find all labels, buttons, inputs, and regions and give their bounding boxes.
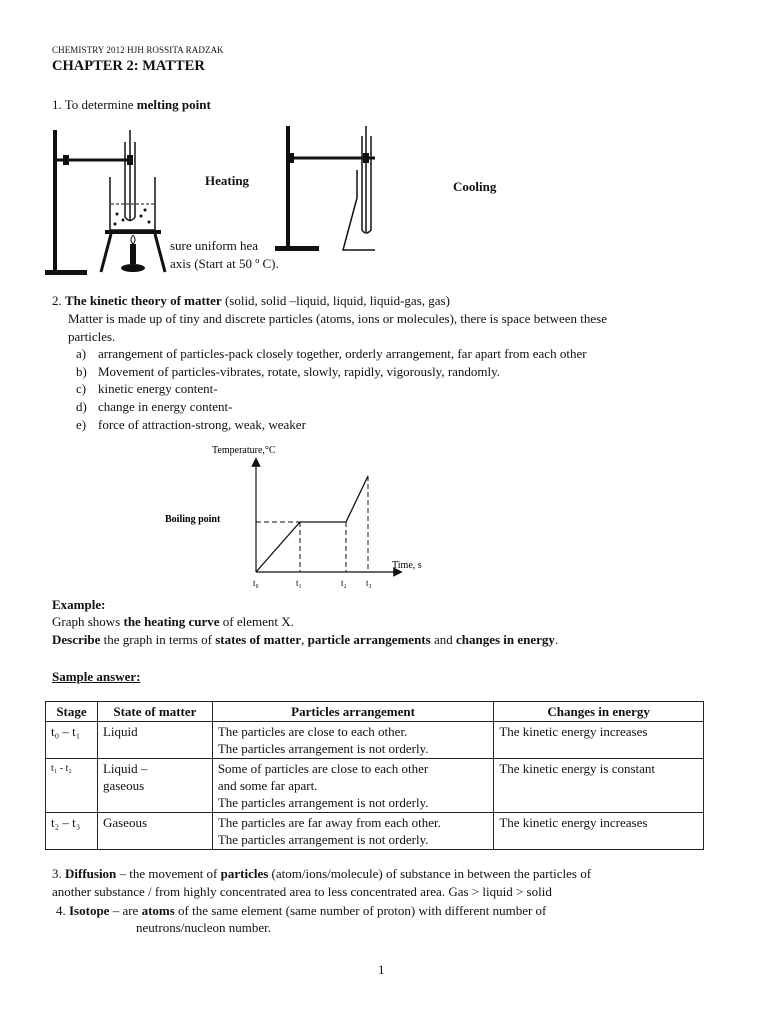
state-cell: Liquid – gaseous [97,759,212,813]
table-row [46,722,704,759]
stage-cell: t₁ - t₂ [46,759,98,813]
list-item: d) change in energy content- [76,399,233,414]
list-item: e) force of attraction-strong, weak, weaker [76,417,306,432]
arrangement-cell: The particles are far away from each other. The particles arrangement is not orderly. [212,813,494,850]
column-header: State of matter [97,702,212,722]
section-3-diffusion-line-2: another substance / from highly concentrated area to less concentrated area. Gas > liquid > solid [52,884,552,899]
tick-label: t₀ [253,578,259,588]
boiling-point-label: Boiling point [165,514,221,525]
list-item: a) arrangement of particles-pack closely together, orderly arrangement, far apart from each other [76,346,587,361]
state-cell: Gaseous [97,813,212,850]
heating-curve-line [256,476,368,572]
chapter-title: CHAPTER 2: MATTER [52,58,205,74]
x-axis-label: Time, s [392,560,422,571]
heating-label: Heating [205,173,250,188]
example-line-2: Describe the graph in terms of states of matter, particle arrangements and changes in energy. [52,632,559,647]
list-item: c) kinetic energy content- [76,381,218,396]
section-1-heading: 1. To determine melting point [52,97,211,112]
arrangement-cell: The particles are close to each other. The particles arrangement is not orderly. [212,722,494,759]
course-header: CHEMISTRY 2012 HJH ROSSITA RADZAK [52,45,224,55]
column-header: Stage [46,702,98,722]
section-3-diffusion: 3. Diffusion – the movement of particles (atom/ions/molecule) of substance in between the particles of [52,866,592,881]
table-row [46,759,704,813]
cooling-label: Cooling [453,179,497,194]
caption-fragment-1: sure uniform hea [170,238,259,253]
example-heading: Example: [52,597,106,612]
retort-stand-base [45,270,87,275]
column-header: Changes in energy [494,702,704,722]
heating-curve-graph [160,440,450,590]
section-4-isotope: 4. Isotope – are atoms of the same element (same number of proton) with different number of [56,903,547,918]
kinetic-theory-text-1: Matter is made up of tiny and discrete particles (atoms, ions or molecules), there is space between these [68,311,607,326]
example-line-1: Graph shows the heating curve of element X. [52,614,294,629]
stage-cell: t₂ – t₃ [46,813,98,850]
energy-cell: The kinetic energy is constant [494,759,704,813]
caption-fragment-2: axis (Start at 50 º C). [170,256,279,271]
kinetic-theory-text-2: particles. [68,329,116,344]
page-number: 1 [378,962,385,977]
list-item: b) Movement of particles-vibrates, rotate, slowly, rapidly, vigorously, randomly. [76,364,501,379]
section-2-heading: 2. The kinetic theory of matter (solid, solid –liquid, liquid, liquid-gas, gas) [52,293,450,308]
stage-cell: t₀ – t₁ [46,722,98,759]
arrangement-cell: Some of particles are close to each other and some far apart. The particles arrangement is not orderly. [212,759,494,813]
energy-cell: The kinetic energy increases [494,813,704,850]
tick-label: t₃ [366,578,372,588]
column-header: Particles arrangement [212,702,494,722]
tick-label: t₂ [341,578,347,588]
retort-stand-rod [53,130,57,272]
tick-label: t₁ [296,578,302,588]
table-header-row [46,702,704,722]
state-cell: Liquid [97,722,212,759]
section-4-isotope-line-2: neutrons/nucleon number. [136,920,272,935]
table-row [46,813,704,850]
y-axis-label: Temperature,°C [212,445,276,456]
sample-answer-heading: Sample answer: [52,669,141,684]
answer-table [45,701,704,850]
energy-cell: The kinetic energy increases [494,722,704,759]
